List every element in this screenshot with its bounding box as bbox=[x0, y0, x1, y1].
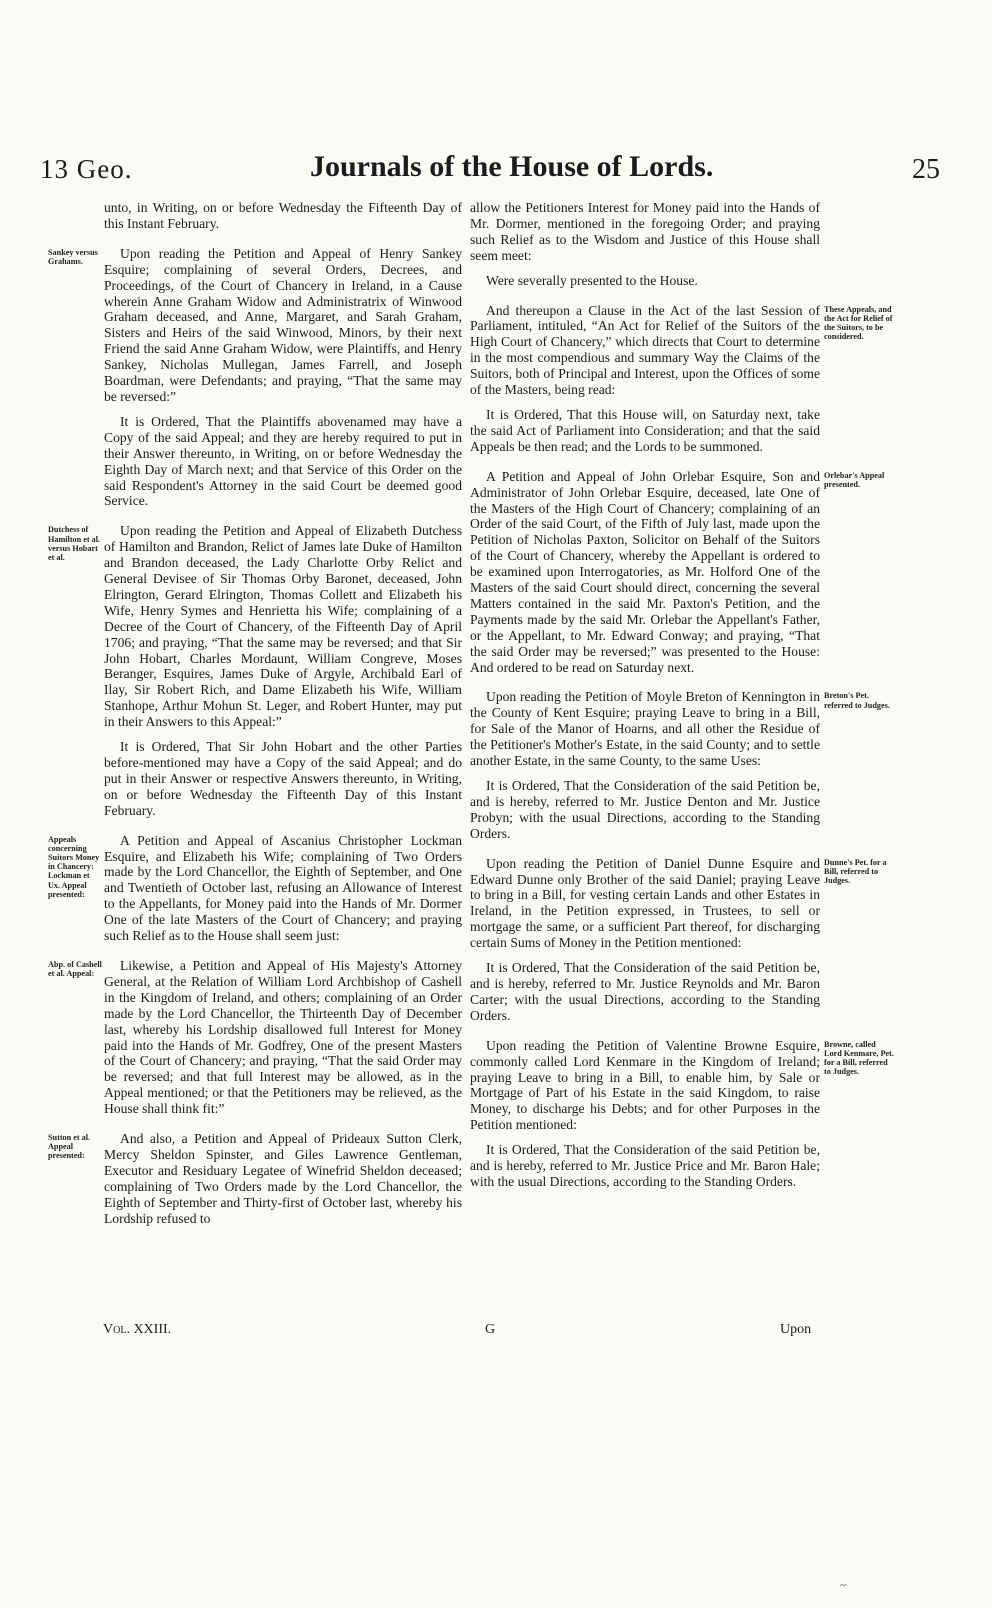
entry-dunne bbox=[470, 855, 887, 1024]
paragraph: Likewise, a Petition and Appeal of His Majesty's Attorney General, at the Relation of William Lord Archbishop of Cashell in the Kingdom of Ireland, and others; complaining of an Order made by the Lord Chancellor, the Thirteenth Day of December last, whereby his Lordship disallowed full Interest for Money paid into the Hands of Mr. Godfrey, One of the present Masters of the Court of Chancery; and praying, “That the said Order may be reversed; and that full Interest may be allowed, as in the Appeal mentioned; or that the Petitioners may be relieved, as the House shall think fit:” bbox=[104, 957, 462, 1117]
ink-mark-icon: ~ bbox=[840, 1578, 847, 1592]
margin-note: Orlebar's Appeal presented. bbox=[824, 470, 885, 489]
header-title: Journals of the House of Lords. bbox=[310, 150, 714, 183]
margin-note: Dunne's Pet. for a Bill, referred to Judges. bbox=[824, 857, 887, 886]
margin-note: Sutton et al. Appeal presented: bbox=[48, 1133, 91, 1161]
entry-continuation bbox=[470, 200, 820, 289]
paragraph: unto, in Writing, on or before Wednesday the Fifteenth Day of this Instant February. bbox=[104, 200, 462, 231]
entry-orlebar bbox=[470, 468, 885, 676]
page-number: 25 bbox=[912, 154, 940, 185]
right-column bbox=[470, 200, 894, 1199]
entry-browne bbox=[470, 1037, 894, 1190]
left-column bbox=[48, 200, 462, 1235]
paragraph: Were severally presented to the House. bbox=[486, 272, 698, 288]
paragraph: Upon reading the Petition of Daniel Dunne Esquire and Edward Dunne only Brother of the said Daniel; praying Leave to bring in a Bill, for vesting certain Lands and other Estates in Ireland, in the Petition expressed, in Trustees, to sell or mortgage the same, or a sufficient Part thereof, for discharging certain Sums of Money in the Petition mentioned: bbox=[470, 855, 820, 951]
entry-cashell bbox=[48, 957, 462, 1117]
paragraph: Upon reading the Petition of Moyle Breton of Kennington in the County of Kent Esquire; praying Leave to bring in a Bill, for Sale of the Manor of Hoarns, and all other the Residue of the Petitioner's Mother's Estate, in the said County; and to settle another Estate, in the same County, to the same Uses: bbox=[470, 689, 820, 769]
paragraph: It is Ordered, That Sir John Hobart and the other Parties before-mentioned may have a Copy of the said Appeal; and do put in their Answer or respective Answers thereunto, in Writing, on or before Wednesday the Fifteenth Day of this Instant February. bbox=[104, 739, 462, 818]
entry-sutton bbox=[48, 1131, 462, 1226]
volume-mark: Vol. XXIII. bbox=[103, 1322, 172, 1337]
paragraph: It is Ordered, That the Consideration of the said Petition be, and is hereby, referred to Mr. Justice Reynolds and Mr. Baron Carter; with the usual Directions, according to the Standing Orders. bbox=[470, 960, 820, 1023]
entry-continuation bbox=[104, 200, 462, 232]
catchword: Upon bbox=[780, 1322, 812, 1337]
paragraph: A Petition and Appeal of Ascanius Christopher Lockman Esquire, and Elizabeth his Wife; complaining of Two Orders made by the Lord Chancellor, the Eighth of September, and One and Twentieth of October last, refusing an Allowance of Interest to the Appellants, for Money paid into the Hands of Mr. Dormer One of the late Masters of the Court of Chancery; and praying such Relief as to the House shall seem just: bbox=[104, 832, 462, 944]
margin-note: Abp. of Cashell et al. Appeal: bbox=[48, 959, 102, 979]
entry-lockman bbox=[48, 832, 462, 944]
paragraph: It is Ordered, That the Plaintiffs abovenamed may have a Copy of the said Appeal; and they are hereby required to put in their Answer thereunto, in Writing, on or before Wednesday the Eighth Day of March next; and that Service of this Order on the said Respondent's Attorney in the said Court be deemed good Service. bbox=[104, 413, 462, 509]
paragraph: Upon reading the Petition and Appeal of Elizabeth Dutchess of Hamilton and Brandon, Relict of James late Duke of Hamilton and Brandon deceased, the Lady Charlotte Orby Relict and General Devisee of Sir Thomas Orby Baronet, deceased, John Elrington, Gerard Elrington, Thomas Collett and Elizabeth his Wife, Henry Symes and Henrietta his Wife; complaining of a Decree of the Court of Chancery, of the Fifteenth Day of April 1706; and praying, “That the same may be reversed; and that Sir John Hobart, Charles Mordaunt, William Congreve, Moses Beranger, Esquires, James Duke of Argyle, Archibald Earl of Ilay, Sir Robert Rich, and Dame Elizabeth his Wife, William Stanhope, Arthur Mohun St. Leger, and Robert Hunter, may put in their Answers to this Appeal:” bbox=[104, 523, 462, 730]
paragraph: It is Ordered, That the Consideration of the said Petition be, and is hereby, referred to Mr. Justice Price and Mr. Baron Hale; with the usual Directions, according to the Standing Orders. bbox=[470, 1142, 820, 1189]
entry-sankey bbox=[48, 245, 462, 510]
paragraph: It is Ordered, That the Consideration of the said Petition be, and is hereby, referred to Mr. Justice Denton and Mr. Justice Probyn; with the usual Directions, according to the Standing Orders. bbox=[470, 778, 820, 841]
paragraph: And also, a Petition and Appeal of Prideaux Sutton Clerk, Mercy Sheldon Spinster, and Giles Lawrence Gentleman, Executor and Residuary Legatee of Winefrid Sheldon deceased; complaining of Two Orders made by the Lord Chancellor, the Eighth of September and Thirty-first of October last, whereby his Lordship refused to bbox=[104, 1131, 462, 1226]
paragraph: It is Ordered, That this House will, on Saturday next, take the said Act of Parliament into Consideration; and that the said Appeals be then read; and the Lords to be summoned. bbox=[470, 406, 820, 454]
paragraph: Upon reading the Petition of Valentine Browne Esquire, commonly called Lord Kenmare in the Kingdom of Ireland; praying Leave to bring in a Bill, to enable him, by Sale or Mortgage of Part of his Estate in the said Kingdom, to raise Money, to discharge his Debts; and for other Purposes in the Petition mentioned: bbox=[470, 1037, 820, 1133]
paragraph: allow the Petitioners Interest for Money paid into the Hands of Mr. Dormer, mentioned in the foregoing Order; and praying such Relief as to the Wisdom and Justice of this House shall seem meet: bbox=[470, 200, 820, 263]
entry-hamilton bbox=[48, 523, 462, 818]
header-reign: 13 Geo. bbox=[40, 154, 133, 184]
margin-note: Breton's Pet. referred to Judges. bbox=[824, 691, 890, 710]
page-header bbox=[0, 146, 992, 192]
entry-breton bbox=[470, 689, 890, 841]
margin-note: Sankey versus Grahams. bbox=[48, 247, 98, 267]
margin-note: These Appeals, and the Act for Relief of the Suitors, to be considered. bbox=[824, 304, 893, 342]
paragraph: A Petition and Appeal of John Orlebar Esquire, Son and Administrator of John Orlebar Esquire, deceased, late One of the Masters of the High Court of Chancery; complaining of an Order of the said Court, of the Fifth of July last, made upon the Petition of Nicholas Paxton, Solicitor on Behalf of the Suitors of the Court of Chancery, whereby the Appellant is ordered to be examined upon Interrogatories, as Mr. Holford One of the Masters of the said Court should direct, concerning the several Matters contained in the said Mr. Paxton's Petition, and the Payments made by the said Mr. Orlebar the Appellant's Father, or the Appellant, to Mr. Edward Conway; and praying, “That the said Order may be reversed;” was presented to the House: And ordered to be read on Saturday next. bbox=[470, 468, 820, 675]
margin-note: Dutchess of Hamilton et al. versus Hobart et al. bbox=[48, 525, 101, 562]
paragraph: And thereupon a Clause in the Act of the last Session of Parliament, intituled, “An Act for Relief of the Suitors of the High Court of Chancery,” which directs that Court to determine in the most compendious and summary Way the Claims of the Suitors, both of Principal and Interest, upon the Offices of some of the Masters, being read: bbox=[470, 302, 820, 398]
paragraph: Upon reading the Petition and Appeal of Henry Sankey Esquire; complaining of several Orders, Decrees, and Proceedings, of the Court of Chancery in Ireland, in a Cause wherein Anne Graham Widow and Administratrix of Winwood Graham deceased, and Anne, Margaret, and Sarah Graham, Sisters and Heirs of the said Winwood, Minors, by their next Friend the said Anne Graham Widow, were Plaintiffs, and Henry Sankey, Nicholas Mullegan, James Farrell, and Joseph Boardman, were Defendants; and praying, “That the same may be reversed:” bbox=[104, 245, 462, 404]
margin-note: Appeals concerning Suitors Money in Chancery: Lockman et Ux. Appeal presented: bbox=[48, 834, 100, 899]
entry-act-relief bbox=[470, 302, 893, 455]
margin-note: Browne, called Lord Kenmare, Pet. for a Bill, referred to Judges. bbox=[824, 1039, 894, 1077]
signature-mark: G bbox=[485, 1322, 496, 1337]
